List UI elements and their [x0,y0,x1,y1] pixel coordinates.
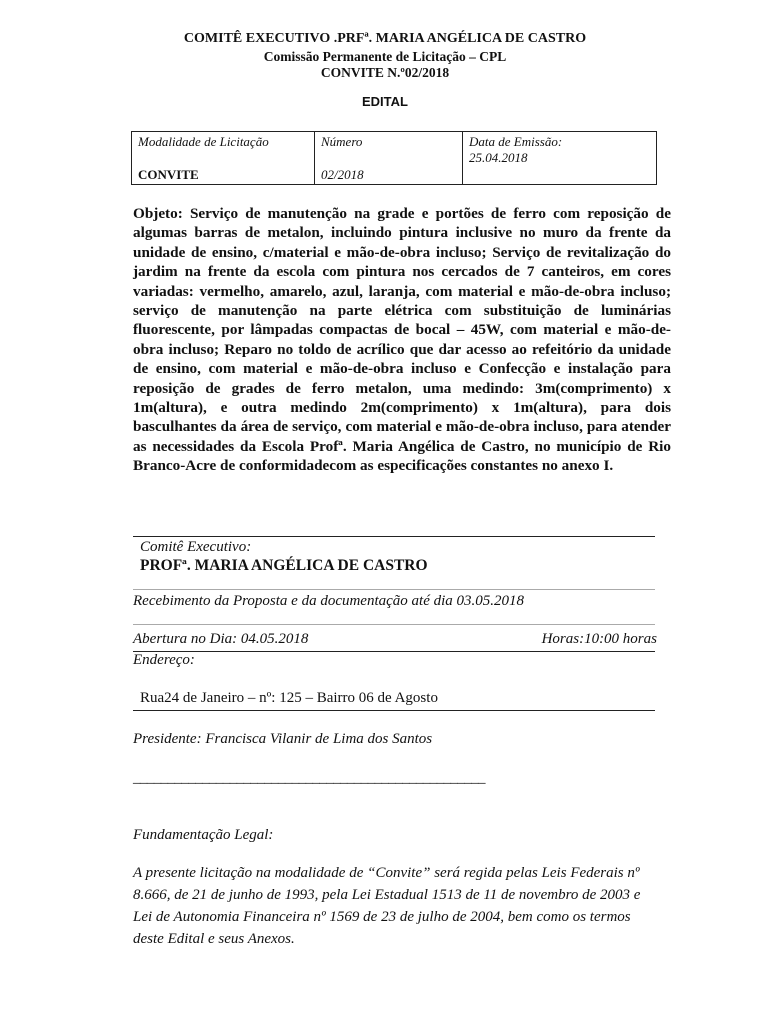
endereco-value: Rua24 de Janeiro – nº: 125 – Bairro 06 de Agosto [140,690,438,706]
abertura-text: Abertura no Dia: 04.05.2018 [133,631,309,647]
horas-text: Horas:10:00 horas [541,631,657,647]
header-committee: COMITÊ EXECUTIVO .PRFª. MARIA ANGÉLICA DE CASTRO [183,31,587,46]
numero-cell [315,132,463,185]
divider-line [133,710,655,711]
comite-name: PROFª. MARIA ANGÉLICA DE CASTRO [140,557,428,574]
data-value: 25.04.2018 [469,150,528,165]
modalidade-cell [132,132,315,185]
data-label: Data de Emissão: [469,134,563,149]
data-cell [463,132,657,185]
endereco-label: Endereço: [133,652,195,668]
presidente-text: Presidente: Francisca Vilanir de Lima dos Santos [133,731,433,747]
numero-label: Número [321,134,363,149]
objeto-paragraph: Objeto: Serviço de manutenção na grade e portões de ferro com reposição de algumas barras de metalon, incluindo pintura inclusive no muro da frente da unidade de ensino, c/material e mão-de-obra incluso; Serviço de revitalização do jardim na frente da escola com pintura nos cercados de 7 canteiros, em cores variadas: vermelho, amarelo, azul, laranja, com material e mão-de-obra incluso; serviço de manutenção na parte elétrica com substituição de luminárias fluorescente, por lâmpadas compactas de bocal – 45W, com material e mão-de-obra incluso; Reparo no toldo de acrílico que dar acesso ao refeitório da unidade de ensino, com material e mão-de-obra incluso e Confecção e instalação para reposição de grades de ferro metalon, uma medindo: 3m(comprimento) x 1m(altura), e outra medindo 2m(comprimento) x 1m(altura), para dois basculhantes da área de serviço, com material e mão-de-obra incluso, para atender as necessidades da Escola Profª. Maria Angélica de Castro, no município de Rio Branco-Acre de conformidadecom as especificações constantes no anexo I. [133,205,671,475]
info-table [131,131,657,185]
modalidade-value: CONVITE [138,167,199,182]
signature-line: ___________________________________________________ [133,770,485,786]
modalidade-label: Modalidade de Licitação [138,134,269,149]
numero-value: 02/2018 [321,167,364,182]
header-commission: Comissão Permanente de Licitação – CPL [263,49,507,64]
divider-line [133,589,655,590]
edital-title: EDITAL [362,94,408,109]
divider-line [133,624,655,625]
fundamentacao-label: Fundamentação Legal: [133,827,274,843]
header-convite: CONVITE N.º02/2018 [320,65,450,80]
comite-label: Comitê Executivo: [140,539,252,555]
fundamentacao-text: A presente licitação na modalidade de “Convite” será regida pelas Leis Federais nº 8.666, de 21 de junho de 1993, pela Lei Estadual 1513 de 11 de novembro de 2003 e Lei de Autonomia Financeira nº 1569 de 23 de julho de 2004, bem como os termos deste Edital e seus Anexos. [133,865,641,947]
divider-line [133,651,655,652]
recebimento-text: Recebimento da Proposta e da documentação até dia 03.05.2018 [133,593,525,609]
divider-line [133,536,655,537]
